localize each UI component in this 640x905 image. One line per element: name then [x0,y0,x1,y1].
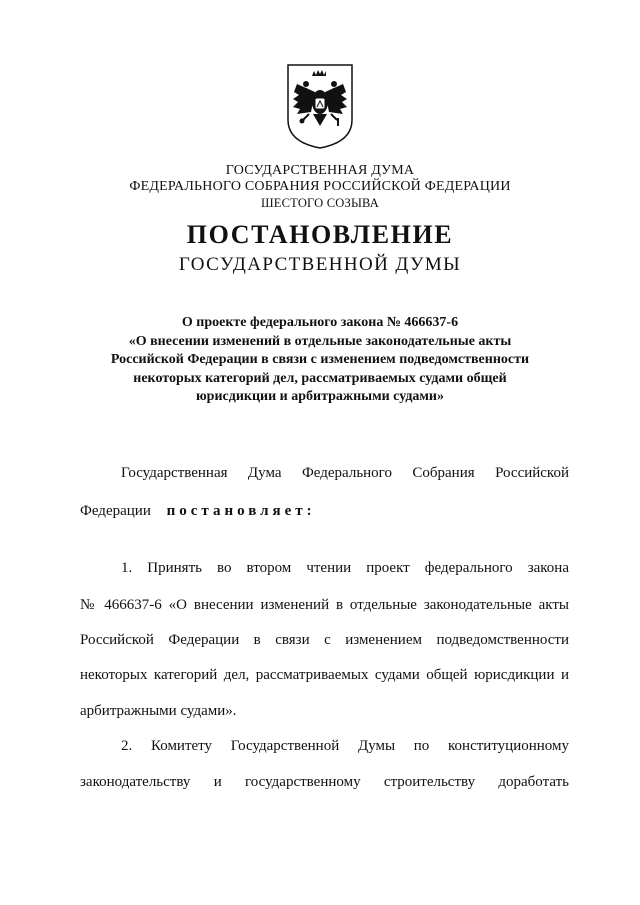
paragraph-1-line-5: арбитражными судами». [80,703,237,719]
subject-line: некоторых категорий дел, рассматриваемых судами общей [133,370,507,386]
subject-line: «О внесении изменений в отдельные законодательные акты [128,333,512,349]
subject-line: Российской Федерации в связи с изменением подведомственности [110,352,530,367]
header-line-1: ГОСУДАРСТВЕННАЯ ДУМА [225,163,415,178]
paragraph-1-line-4: некоторых категорий дел, рассматриваемых судами общей юрисдикции и [80,667,569,683]
resolves-word: постановляет: [166,503,316,519]
intro-line-2 [80,502,316,520]
paragraph-1-line-3: Российской Федерации в связи с изменением подведомственности [80,632,569,648]
intro-line-1: Государственная Дума Федерального Собрания Российской [121,465,569,481]
document-title: ПОСТАНОВЛЕНИЕ [186,220,454,249]
state-emblem-icon [285,62,355,150]
subject-line: юрисдикции и арбитражными судами» [195,389,444,404]
paragraph-2-line-1: 2. Комитету Государственной Думы по конституционному [121,738,569,754]
paragraph-2-line-2: законодательству и государственному строительству доработать [80,774,569,790]
subject-line: О проекте федерального закона № 466637-6 [181,315,459,330]
header-line-3: ШЕСТОГО СОЗЫВА [260,196,380,210]
document-subtitle: ГОСУДАРСТВЕННОЙ ДУМЫ [178,254,462,275]
header-line-2: ФЕДЕРАЛЬНОГО СОБРАНИЯ РОССИЙСКОЙ ФЕДЕРАЦИИ [129,179,511,194]
document-subject [60,314,580,407]
paragraph-1-line-2: № 466637-6 «О внесении изменений в отдельные законодательные акты [80,597,569,613]
paragraph-1-line-1: 1. Принять во втором чтении проект федерального закона [121,560,569,576]
intro-federation-word: Федерации [80,503,151,519]
